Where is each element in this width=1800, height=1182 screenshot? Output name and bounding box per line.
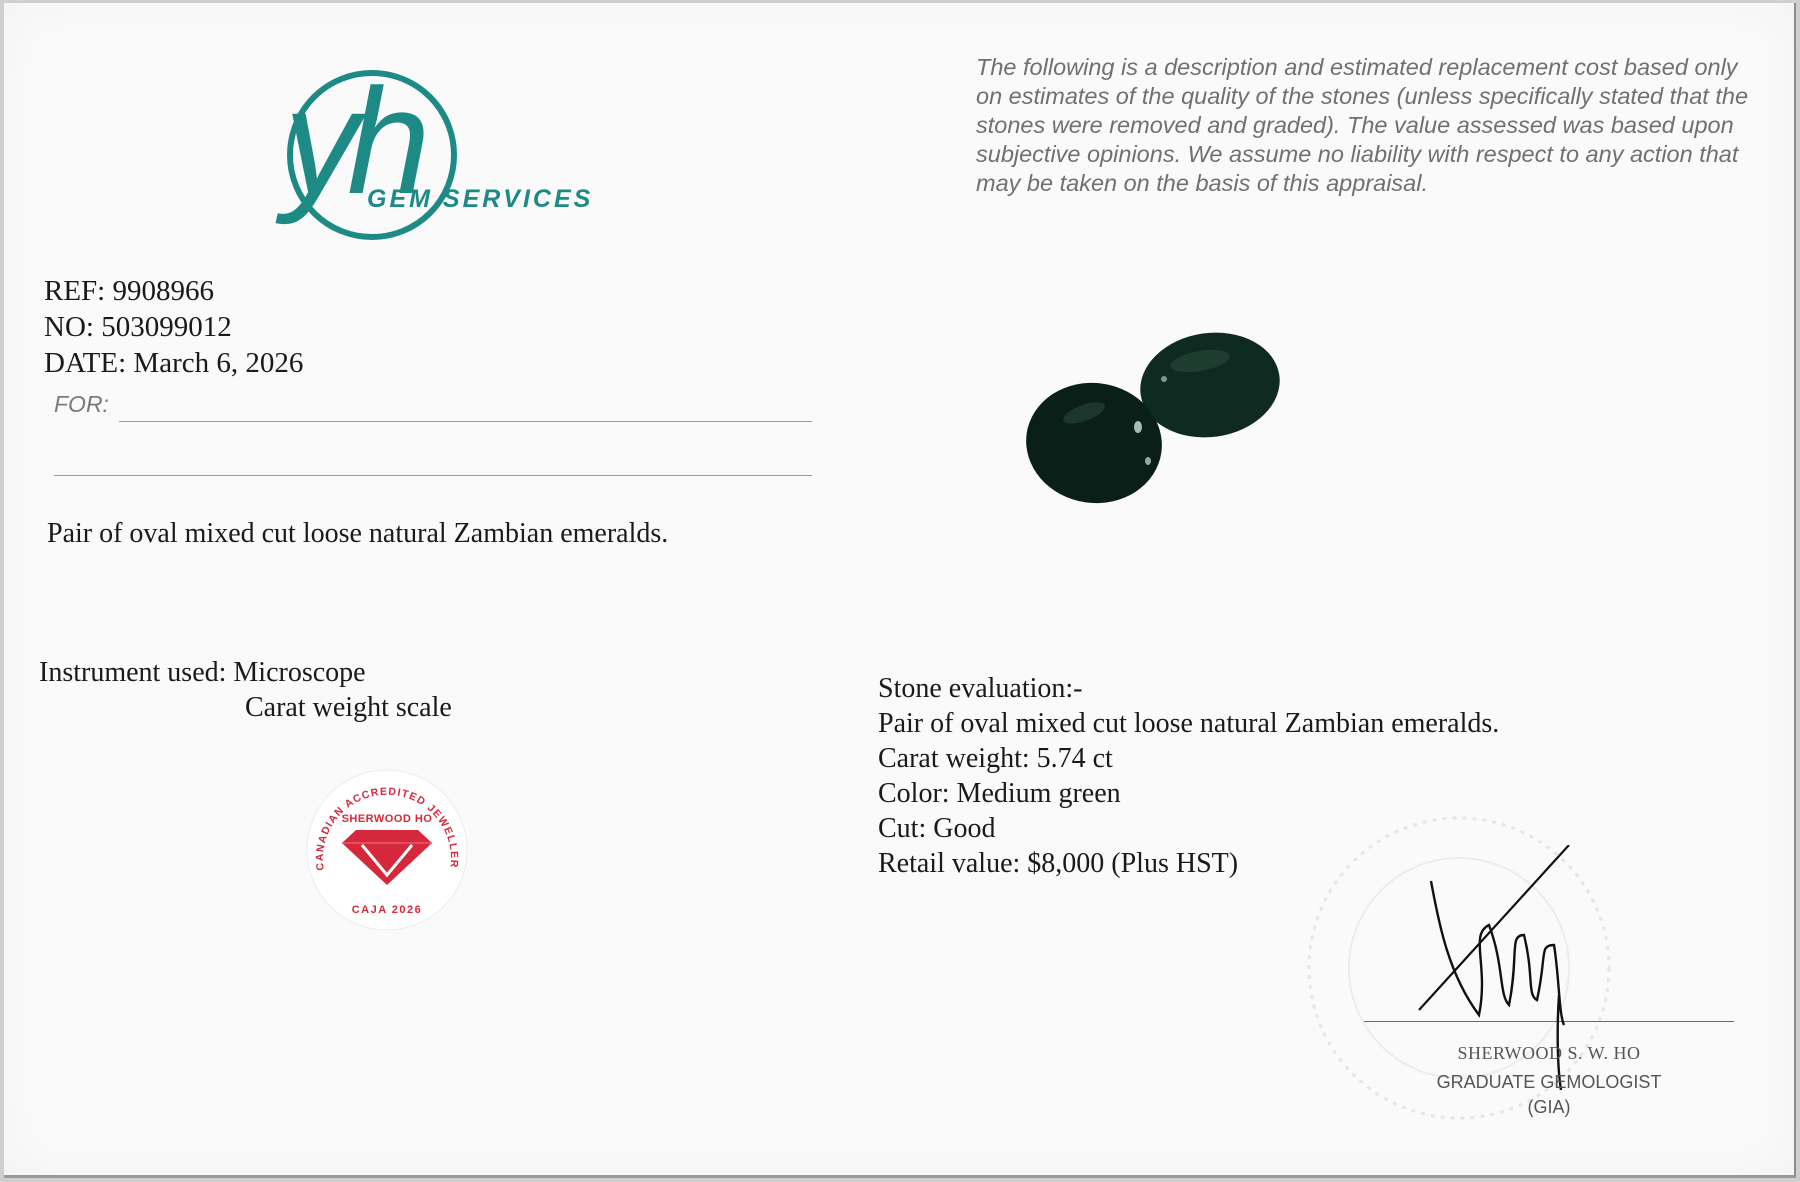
stone-cut: Cut: Good [878,813,996,844]
evaluation-description: Pair of oval mixed cut loose natural Zambian emeralds. [878,708,1500,739]
logo-tagline: GEM SERVICES [367,185,594,213]
emeralds-photo [1014,321,1294,521]
for-line [119,421,812,422]
document-number: NO: 503099012 [44,311,232,343]
signer-credential: (GIA) [1527,1097,1571,1117]
instrument-block [39,655,452,725]
company-logo [274,53,614,263]
carat-weight: Carat weight: 5.74 ct [878,743,1113,774]
retail-value: Retail value: $8,000 (Plus HST) [878,848,1239,879]
caja-seal-emblem [302,765,472,935]
logo-monogram: yh [284,57,419,225]
seal-arc-text: CANADIAN ACCREDITED JEWELLER [313,785,461,872]
stone-color: Color: Medium green [878,778,1121,809]
caja-seal [302,765,472,935]
for-label: FOR: [54,391,109,417]
for-line-second [54,475,812,476]
disclaimer-text: The following is a description and estimated replacement cost based only on estimates of the quality of the stones (unless specifically stated that the stones were removed and graded). The value assessed was based upon subjective opinions. We assume no liability with respect to any action that may be taken on the basis of this appraisal. [976,54,1749,196]
evaluation-heading: Stone evaluation:- [878,673,1083,704]
ref-number: REF: 9908966 [44,275,214,307]
document-date: DATE: March 6, 2026 [44,347,304,379]
yh-gem-services-logo [274,53,614,263]
seal-name: SHERWOOD HO [341,813,433,825]
instrument-secondary: Carat weight scale [245,692,452,723]
reference-block [44,273,303,381]
signer-title: GRADUATE GEMOLOGIST [1436,1072,1662,1092]
instrument-primary: Instrument used: Microscope [39,657,366,688]
item-description: Pair of oval mixed cut loose natural Zambian emeralds. [47,518,669,549]
seal-bottom-text: CAJA 2026 [351,904,423,916]
emerald-stones-image [1014,321,1294,521]
appraisal-card [4,3,1796,1178]
signer-name: SHERWOOD S. W. HO [1457,1043,1641,1063]
